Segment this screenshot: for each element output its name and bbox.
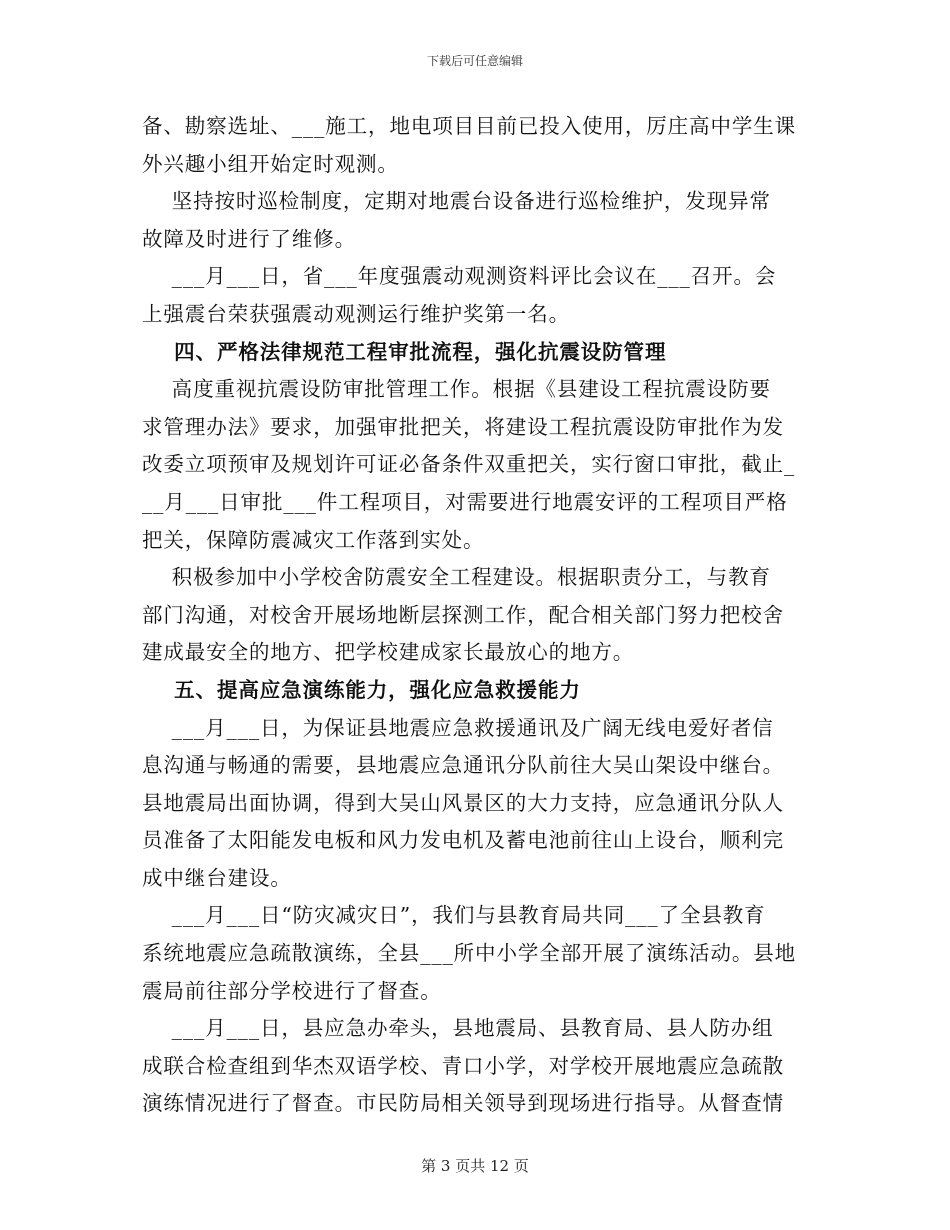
paragraph-line: 上强震台荣获强震动观测运行维护奖第一名。 — [142, 301, 570, 326]
paragraph-line: 部门沟通，对校舍开展场地断层探测工作，配合相关部门努力把校舍 — [142, 602, 784, 627]
paragraph-line: ___月___日“防灾减灾日”，我们与县教育局共同___了全县教育 — [142, 903, 766, 928]
paragraph-line: 县地震局出面协调，得到大吴山风景区的大力支持，应急通讯分队人 — [142, 790, 784, 815]
paragraph-line: 演练情况进行了督查。市民防局相关领导到现场进行指导。从督查情 — [142, 1091, 784, 1116]
page-header: 下载后可任意编辑 — [426, 54, 523, 68]
paragraph-line: 把关，保障防震减灾工作落到实处。 — [142, 527, 485, 552]
document-body — [142, 108, 812, 1123]
paragraph-line: ___月___日，县应急办牵头，县地震局、县教育局、县人防办组 — [142, 1016, 774, 1041]
paragraph-line: 建成最安全的地方、把学校建成家长最放心的地方。 — [142, 640, 635, 665]
paragraph-line: 积极参加中小学校舍防震安全工程建设。根据职责分工，与教育 — [142, 565, 771, 590]
paragraph-line: 故障及时进行了维修。 — [142, 226, 356, 251]
paragraph-line: 备、勘察选址、___施工，地电项目目前已投入使用，厉庄高中学生课 — [142, 114, 797, 138]
paragraph-line: 成中继台建设。 — [142, 865, 292, 890]
section-heading-line: 五、提高应急演练能力，强化应急救援能力 — [142, 677, 581, 702]
paragraph-line: ___月___日，省___年度强震动观测资料评比会议在___召开。会 — [142, 264, 777, 289]
paragraph-line: 求管理办法》要求，加强审批把关，将建设工程抗震设防审批作为发 — [142, 414, 784, 439]
paragraph-line: 外兴趣小组开始定时观测。 — [142, 151, 399, 176]
page-footer: 第 3 页共 12 页 — [421, 1157, 529, 1175]
paragraph-line: ___月___日，为保证县地震应急救援通讯及广阔无线电爱好者信 — [142, 715, 774, 740]
paragraph-line: 坚持按时巡检制度，定期对地震台设备进行巡检维护，发现异常 — [142, 189, 771, 214]
paragraph-line: 员准备了太阳能发电板和风力发电机及蓄电池前往山上设台，顺利完 — [142, 828, 784, 853]
section-heading-line: 四、严格法律规范工程审批流程，强化抗震设防管理 — [142, 339, 667, 364]
paragraph-line: 成联合检查组到华杰双语学校、青口小学，对学校开展地震应急疏散 — [142, 1053, 784, 1078]
paragraph-line: 系统地震应急疏散演练，全县___所中小学全部开展了演练活动。县地 — [142, 941, 797, 966]
paragraph-line: 息沟通与畅通的需要，县地震应急通讯分队前往大吴山架设中继台。 — [142, 753, 784, 778]
paragraph-line: __月___日审批___件工程项目，对需要进行地震安评的工程项目严格 — [142, 489, 788, 514]
paragraph-line: 改委立项预审及规划许可证必备条件双重把关，实行窗口审批，截止_ — [142, 452, 796, 477]
paragraph-line: 震局前往部分学校进行了督查。 — [142, 978, 442, 1003]
paragraph-line: 高度重视抗震设防审批管理工作。根据《县建设工程抗震设防要 — [142, 377, 771, 402]
